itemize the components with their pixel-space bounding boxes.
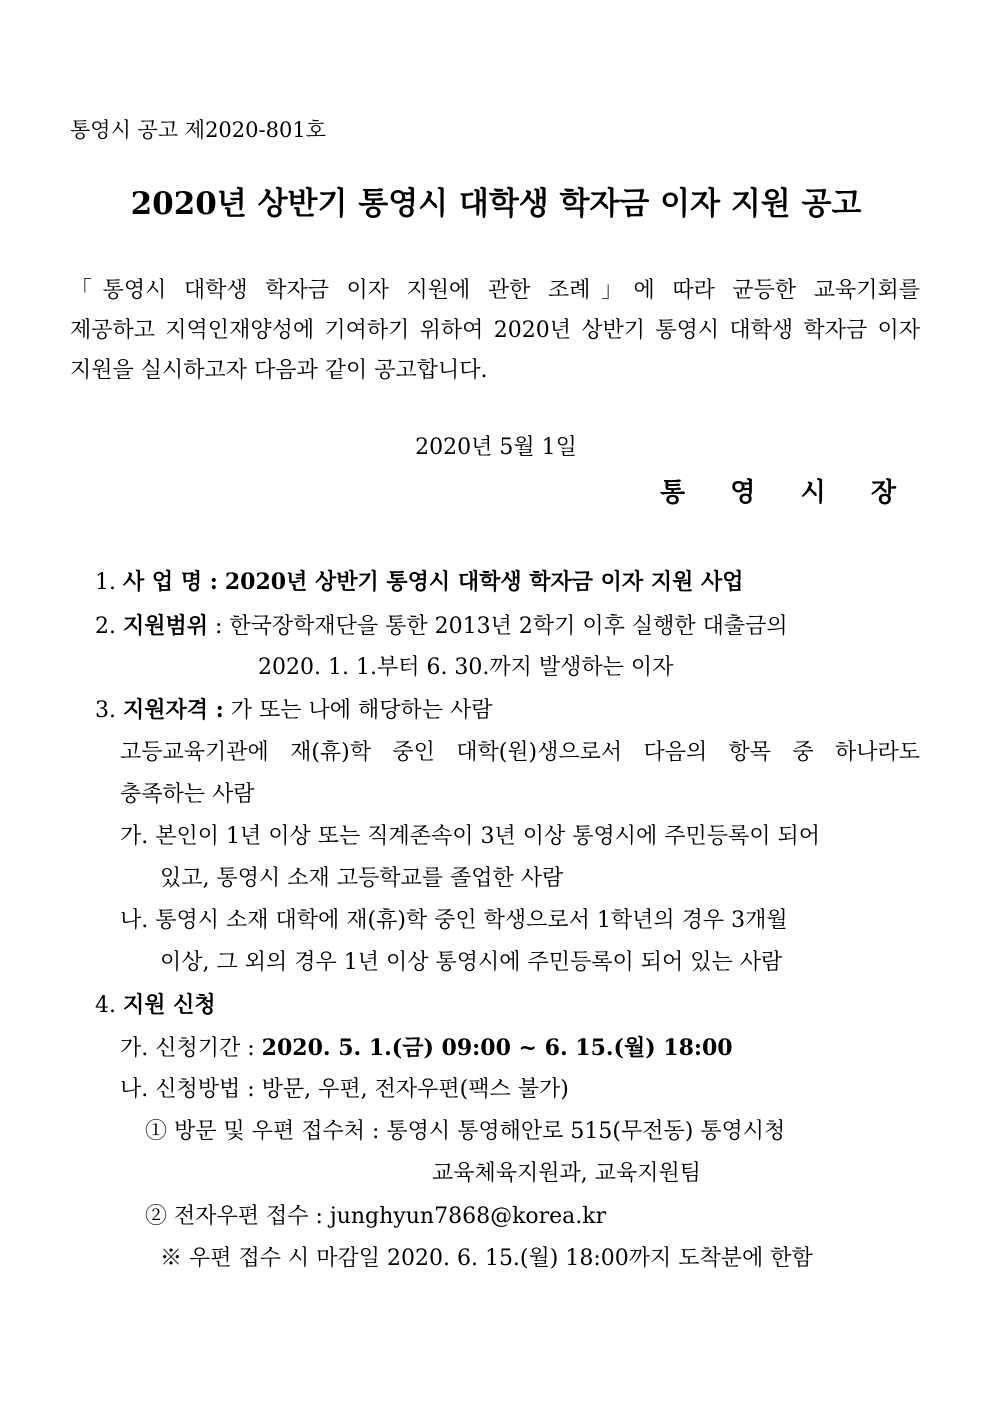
application-period [120, 1033, 733, 1064]
section-3-desc-line-2: 충족하는 사람 [120, 782, 255, 807]
application-period-label: 가. 신청기간 : [120, 1036, 255, 1061]
section-3 [95, 695, 493, 726]
intro-line-2: 제공하고 지역인재양성에 기여하기 위하여 2020년 상반기 통영시 대학생 학자금 이자 [70, 318, 920, 343]
visit-address-line-2: 교육체육지원과, 교육지원팀 [432, 1161, 702, 1186]
section-3-value: 가 또는 나에 해당하는 사람 [230, 698, 493, 723]
section-1-number: 1. [95, 570, 116, 595]
section-2-value-line-1: 한국장학재단을 통한 2013년 2학기 이후 실행한 대출금의 [229, 614, 788, 639]
intro-line-3: 지원을 실시하고자 다음과 같이 공고합니다. [70, 358, 488, 383]
section-2 [95, 611, 788, 642]
page-title: 2020년 상반기 통영시 대학생 학자금 이자 지원 공고 [130, 186, 862, 222]
section-3-label: 지원자격 : [123, 697, 224, 723]
section-4-label: 지원 신청 [123, 992, 216, 1018]
intro-line-1: 「통영시 대학생 학자금 이자 지원에 관한 조례」에 따라 균등한 교육기회를 [70, 278, 920, 303]
notice-number: 통영시 공고 제2020-801호 [70, 118, 326, 142]
application-method: 나. 신청방법 : 방문, 우편, 전자우편(팩스 불가) [120, 1077, 569, 1102]
section-3-number: 3. [95, 698, 116, 723]
section-1-label: 사 업 명 : [123, 569, 218, 595]
section-2-separator: : [208, 614, 223, 639]
criterion-a-line-1: 가. 본인이 1년 이상 또는 직계존속이 3년 이상 통영시에 주민등록이 되어 [120, 824, 820, 849]
section-2-value-line-2: 2020. 1. 1.부터 6. 30.까지 발생하는 이자 [258, 655, 674, 680]
criterion-a-line-2: 있고, 통영시 소재 고등학교를 졸업한 사람 [160, 866, 564, 891]
application-period-value: 2020. 5. 1.(금) 09:00 ~ 6. 15.(월) 18:00 [261, 1035, 733, 1061]
section-2-label: 지원범위 [123, 613, 209, 639]
visit-address-line-1: ① 방문 및 우편 접수처 : 통영시 통영해안로 515(무전동) 통영시청 [145, 1119, 786, 1144]
section-2-number: 2. [95, 614, 116, 639]
email-submission: ② 전자우편 접수 : junghyun7868@korea.kr [145, 1204, 607, 1229]
criterion-b-line-2: 이상, 그 외의 경우 1년 이상 통영시에 주민등록이 되어 있는 사람 [160, 950, 783, 975]
section-1 [95, 567, 744, 598]
mail-note: ※ 우편 접수 시 마감일 2020. 6. 15.(월) 18:00까지 도착분에 한함 [160, 1246, 813, 1271]
section-3-desc-line-1: 고등교육기관에 재(휴)학 중인 대학(원)생으로서 다음의 항목 중 하나라도 [120, 740, 920, 765]
section-4 [95, 990, 216, 1021]
criterion-b-line-1: 나. 통영시 소재 대학에 재(휴)학 중인 학생으로서 1학년의 경우 3개월 [120, 908, 788, 933]
section-4-number: 4. [95, 993, 116, 1018]
section-1-value: 2020년 상반기 통영시 대학생 학자금 이자 지원 사업 [224, 569, 744, 595]
notice-date: 2020년 5월 1일 [415, 435, 577, 460]
signer: 통 영 시 장 [660, 478, 896, 508]
